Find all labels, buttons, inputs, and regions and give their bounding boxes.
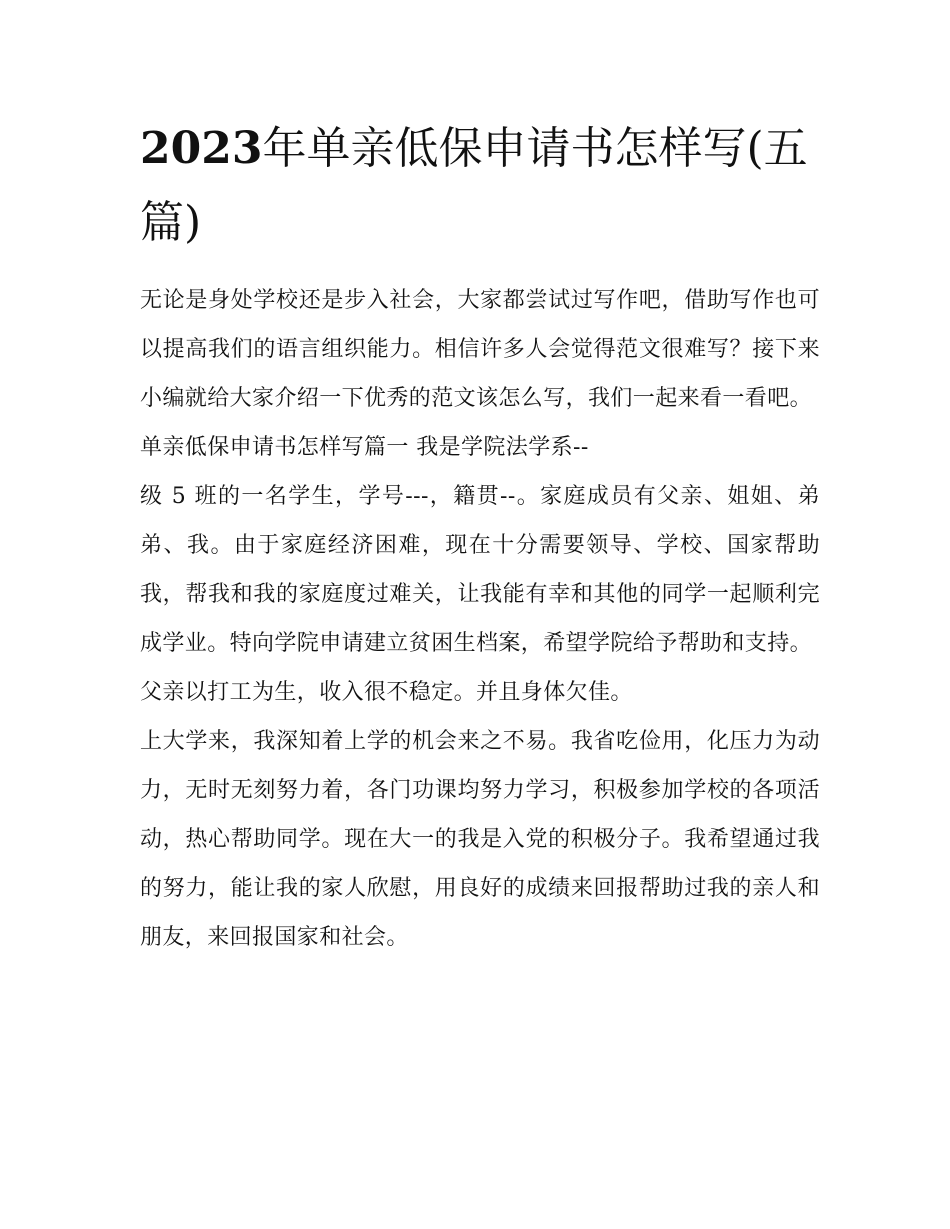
document-body <box>140 276 820 962</box>
paragraph-father: 父亲以打工为生，收入很不稳定。并且身体欠佳。 <box>140 680 633 705</box>
paragraph-intro: 无论是身处学校还是步入社会，大家都尝试过写作吧，借助写作也可以提高我们的语言组织能力。相信许多人会觉得范文很难写？接下来小编就给大家介绍一下优秀的范文该怎么写，我们一起来看一看吧。 <box>140 288 820 411</box>
paragraph-study: 上大学来，我深知着上学的机会来之不易。我省吃俭用，化压力为动力，无时无刻努力着，各门功课均努力学习，积极参加学校的各项活动，热心帮助同学。现在大一的我是入党的积极分子。我希望通过我的努力，能让我的家人欣慰，用良好的成绩来回报帮助过我的亲人和朋友，来回报国家和社会。 <box>140 729 820 950</box>
paragraph-heading: 单亲低保申请书怎样写篇一 我是学院法学系-- <box>140 435 589 460</box>
title-year: 2023 <box>140 123 263 174</box>
paragraph-family: 级 5 班的一名学生，学号---，籍贯--。家庭成员有父亲、姐姐、弟弟、我。由于家庭经济困难，现在十分需要领导、学校、国家帮助我，帮我和我的家庭度过难关，让我能有幸和其他的同学一起顺利完成学业。特向学院申请建立贫困生档案，希望学院给予帮助和支持。 <box>140 484 820 656</box>
document-title <box>140 112 820 260</box>
title-text: 年单亲低保申请书怎样写(五篇) <box>140 123 808 248</box>
